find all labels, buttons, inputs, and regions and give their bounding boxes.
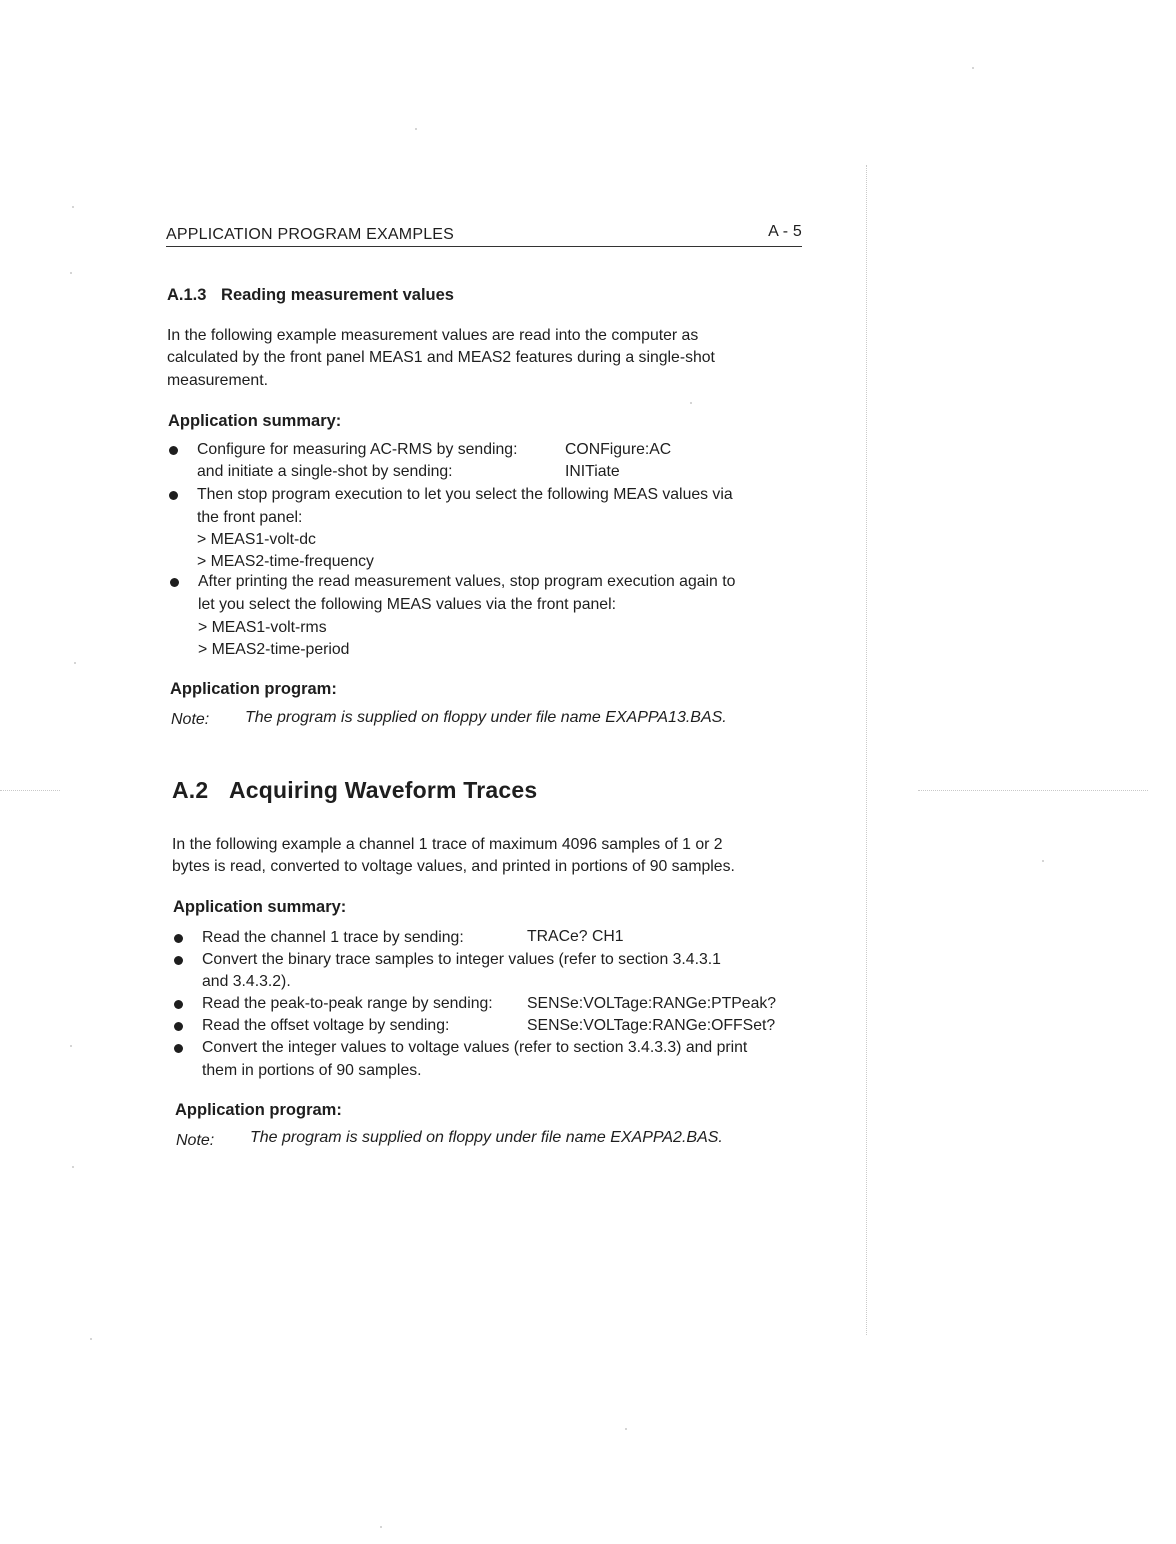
scan-edge-line	[866, 165, 867, 1335]
summary-bullet-text: Read the channel 1 trace by sending:	[202, 929, 464, 946]
summary-bullet-text: them in portions of 90 samples.	[202, 1062, 422, 1079]
section-a2-program-heading: Application program:	[175, 1101, 342, 1119]
bullet-icon	[169, 446, 178, 455]
summary-bullet-text: and 3.4.3.2).	[202, 973, 291, 990]
section-a2-heading	[172, 777, 537, 804]
section-a13-intro-line: calculated by the front panel MEAS1 and MEAS2 features during a single-shot	[167, 349, 715, 366]
scan-speck	[70, 1045, 72, 1047]
section-a13-heading	[167, 286, 454, 305]
note-label: Note:	[176, 1132, 215, 1149]
scan-speck	[625, 1428, 627, 1430]
running-header	[166, 224, 802, 247]
scan-speck	[380, 1526, 382, 1528]
section-a2-intro-line: In the following example a channel 1 trace of maximum 4096 samples of 1 or 2	[172, 836, 723, 853]
note-text: The program is supplied on floppy under file name EXAPPA13.BAS.	[245, 709, 727, 726]
scan-speck	[90, 1338, 92, 1340]
scpi-command: SENSe:VOLTage:RANGe:PTPeak?	[527, 995, 777, 1012]
note-text: The program is supplied on floppy under file name EXAPPA2.BAS.	[250, 1129, 723, 1146]
scan-speck	[415, 128, 417, 130]
summary-bullet-text: Then stop program execution to let you select the following MEAS values via	[197, 486, 733, 503]
scan-speck	[70, 272, 72, 274]
scan-speck	[72, 206, 74, 208]
bullet-icon	[174, 934, 183, 943]
summary-bullet-text: Convert the binary trace samples to integer values (refer to section 3.4.3.1	[202, 951, 721, 968]
scan-fold-line-right	[918, 790, 1148, 791]
meas-setting: > MEAS2-time-frequency	[197, 553, 374, 570]
section-a13-number: A.1.3	[167, 286, 207, 304]
summary-bullet-text: Configure for measuring AC-RMS by sending:	[197, 441, 518, 458]
section-a13-intro-line: measurement.	[167, 372, 268, 389]
scpi-command: SENSe:VOLTage:RANGe:OFFSet?	[527, 1017, 776, 1034]
running-header-title: APPLICATION PROGRAM EXAMPLES	[166, 226, 455, 243]
section-a13-summary-heading: Application summary:	[168, 412, 342, 430]
page-number: A - 5	[768, 223, 802, 240]
section-a2-title: Acquiring Waveform Traces	[229, 777, 538, 803]
note-label: Note:	[171, 711, 210, 728]
bullet-icon	[169, 491, 178, 500]
summary-bullet-text: and initiate a single-shot by sending:	[197, 463, 453, 480]
scpi-command: CONFigure:AC	[565, 441, 672, 458]
section-a2-summary-heading: Application summary:	[173, 898, 347, 916]
summary-bullet-text: Read the peak-to-peak range by sending:	[202, 995, 493, 1012]
meas-setting: > MEAS2-time-period	[198, 641, 350, 658]
summary-bullet-text: Read the offset voltage by sending:	[202, 1017, 450, 1034]
bullet-icon	[174, 956, 183, 965]
summary-bullet-text: Convert the integer values to voltage values (refer to section 3.4.3.3) and print	[202, 1039, 748, 1056]
meas-setting: > MEAS1-volt-dc	[197, 531, 316, 548]
section-a2-number: A.2	[172, 777, 209, 803]
section-a2-intro-line: bytes is read, converted to voltage values, and printed in portions of 90 samples.	[172, 858, 735, 875]
section-a13-intro-line: In the following example measurement values are read into the computer as	[167, 327, 699, 344]
scan-speck	[690, 402, 692, 404]
scan-speck	[72, 1166, 74, 1168]
summary-bullet-text: let you select the following MEAS values via the front panel:	[198, 596, 616, 613]
meas-setting: > MEAS1-volt-rms	[198, 619, 327, 636]
section-a13-program-heading: Application program:	[170, 680, 337, 698]
scan-speck	[74, 662, 76, 664]
section-a13-title: Reading measurement values	[221, 286, 454, 304]
scpi-command: TRACe? CH1	[527, 928, 624, 945]
bullet-icon	[174, 1044, 183, 1053]
scpi-command: INITiate	[565, 463, 620, 480]
summary-bullet-text: the front panel:	[197, 509, 303, 526]
bullet-icon	[174, 1022, 183, 1031]
bullet-icon	[170, 578, 179, 587]
scan-fold-line-left	[0, 790, 60, 791]
bullet-icon	[174, 1000, 183, 1009]
scan-speck	[1042, 860, 1044, 862]
scan-speck	[972, 67, 974, 69]
summary-bullet-text: After printing the read measurement values, stop program execution again to	[198, 573, 736, 590]
